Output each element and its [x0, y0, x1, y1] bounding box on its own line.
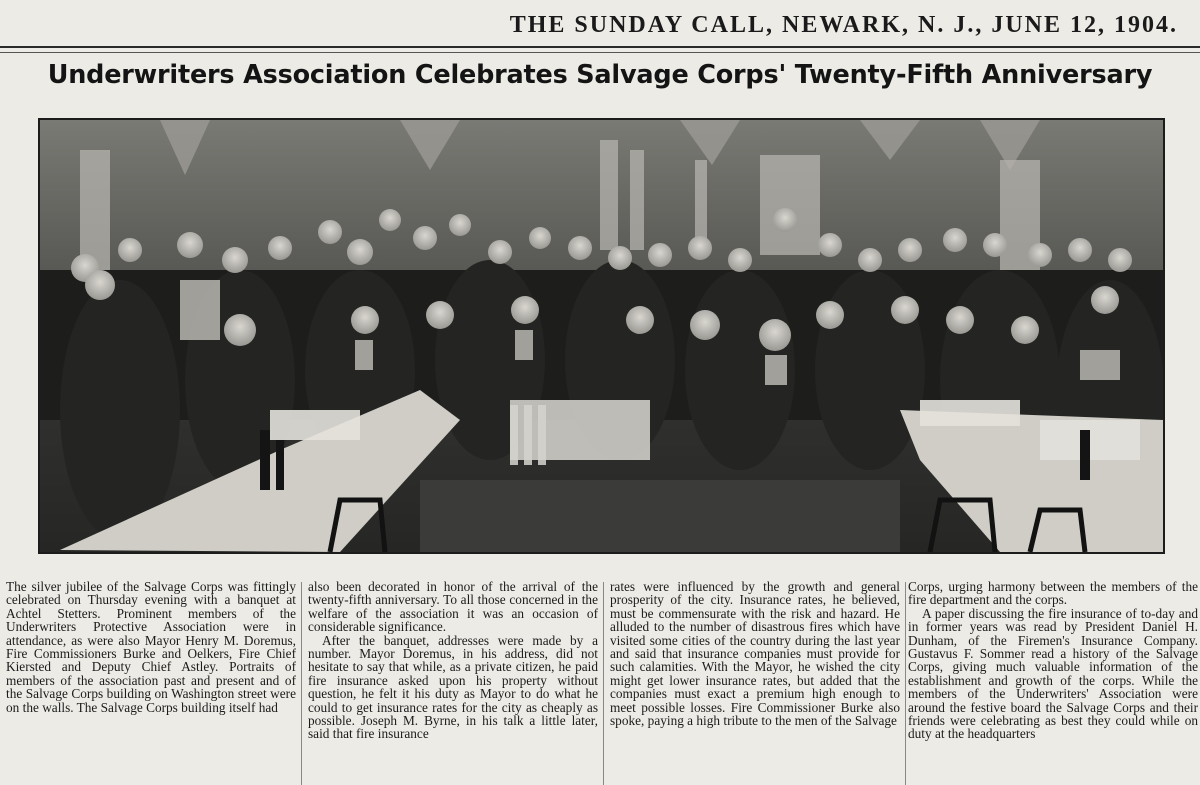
article-headline: Underwriters Association Celebrates Salvage Corps' Twenty-Fifth Anniversary [47, 60, 1153, 90]
column-2-paragraph-1: also been decorated in honor of the arrival of the twenty-fifth anniversary. To all those concerned in the welfare of the association it was an occasion of considerable significance. [308, 580, 598, 635]
masthead-rule-thin [0, 52, 1200, 53]
banquet-photo-image [40, 120, 1163, 552]
article-column-4 [908, 580, 1198, 785]
article-column-2 [308, 580, 598, 785]
article-column-1 [6, 580, 296, 785]
column-1-paragraph-1: The silver jubilee of the Salvage Corps was fittingly celebrated on Thursday evening with a banquet at Achtel Stetters. Prominent members of the Underwriters Protective Association were in attendance, as were also Mayor Henry M. Doremus, Fire Commissioners Burke and Oelkers, Fire Chief Kiersted and Deputy Chief Astley. Portraits of members of the association past and present and of the Salvage Corps building on Washington street were on the walls. The Salvage Corps building itself had [6, 580, 296, 715]
column-4-paragraph-1: Corps, urging harmony between the members of the fire department and the corps. [908, 580, 1198, 608]
column-2-paragraph-2: After the banquet, addresses were made by a number. Mayor Doremus, in his address, did not hesitate to say that while, as a private citizen, he paid fire insurance asked upon his property without question, he felt it his duty as Mayor to do what he could to get insurance rates for the city as cheaply as possible. Joseph M. Byrne, in his talk a little later, said that fire insurance [308, 632, 598, 742]
column-3-paragraph-1: rates were influenced by the growth and general prosperity of the city. Insurance rates, he believed, must be commensurate with the risk and hazard. He alluded to the number of disastrous fires which have visited some cities of the country during the last year and said that insurance companies must provide for such calamities. With the Mayor, he wished the city might get lower insurance rates, but added that the companies must exact a premium high enough to meet possible losses. Fire Commissioner Burke also spoke, paying a high tribute to the men of the Salvage [610, 580, 900, 729]
masthead-rule [0, 46, 1200, 48]
article-body [2, 580, 1198, 785]
masthead [0, 0, 1200, 46]
column-divider [301, 582, 302, 785]
banquet-photograph [38, 118, 1165, 554]
column-divider [905, 582, 906, 785]
masthead-dateline: THE SUNDAY CALL, NEWARK, N. J., JUNE 12, 1904. [509, 12, 1178, 38]
column-4-paragraph-2: A paper discussing the fire insurance of to-day and in former years was read by President Daniel H. Dunham, of the Firemen's Insurance Company. Gustavus F. Sommer read a history of the Salvage Corps, giving much valuable information of the establishment and growth of the corps. While the members of the Underwriters' Association were around the festive board the Salvage Corps and their friends were celebrating as best they could while on duty at the headquarters [908, 605, 1198, 742]
column-divider [603, 582, 604, 785]
article-column-3 [610, 580, 900, 785]
